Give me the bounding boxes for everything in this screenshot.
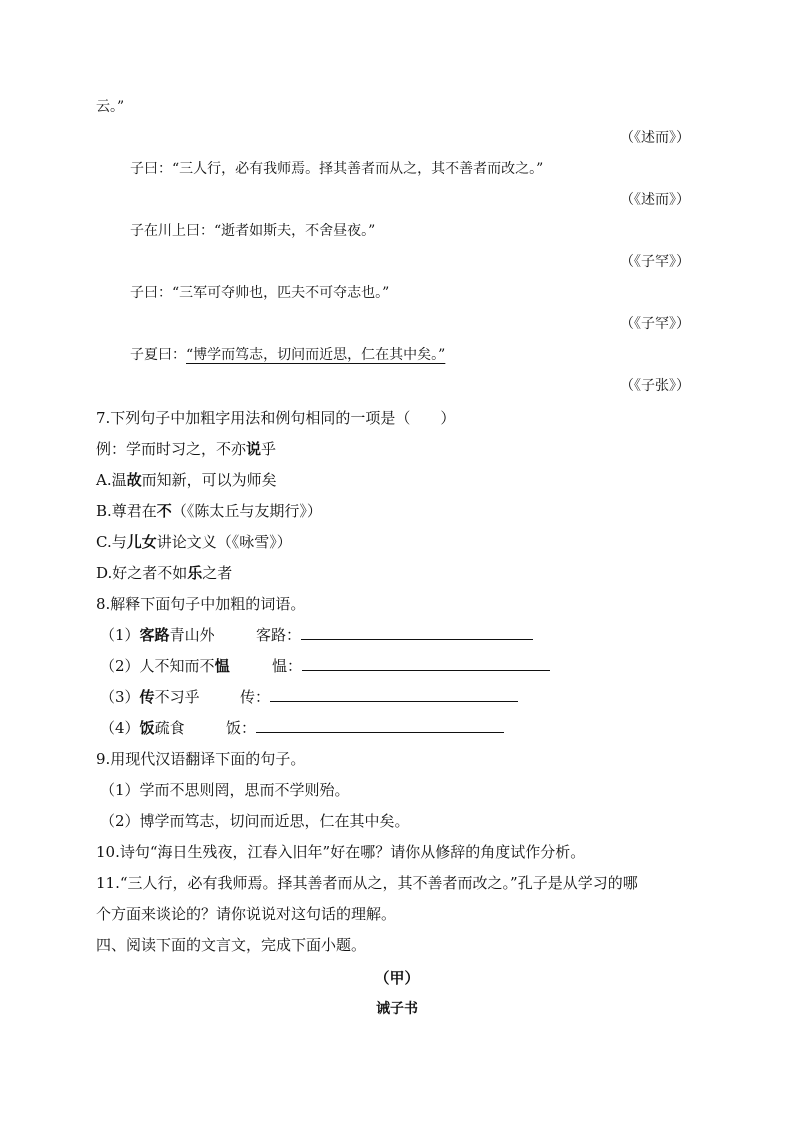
q8-answer-label: 饭： [226, 719, 257, 737]
q7-option-d-pre: D.好之者不如 [96, 564, 188, 582]
q7-option-d [96, 563, 232, 583]
q8-item-num: （2） [100, 657, 140, 675]
q8-item-bold: 客路 [139, 626, 170, 644]
q8-item-rest: 青山外 [169, 626, 215, 644]
quote-zixia-prefix: 子夏曰： [130, 347, 186, 363]
answer-blank[interactable] [256, 718, 504, 733]
q7-option-a-pre: A.温 [96, 471, 127, 489]
q7-option-d-post: 之者 [202, 564, 233, 582]
q8-answer-label: 传： [240, 688, 271, 706]
source-citation: （《子张》） [620, 378, 690, 394]
q11-line-1: 11.“三人行，必有我师焉。择其善者而从之，其不善者而改之。”孔子是从学习的哪 [96, 874, 638, 892]
q7-option-d-bold: 乐 [187, 564, 203, 582]
q8-item-3 [100, 687, 200, 707]
q7-example-post: 乎 [261, 440, 277, 458]
q8-item-3-answer [240, 687, 518, 707]
quote-zixia-underlined: “博学而笃志，切问而近思，仁在其中矣。” [186, 347, 446, 363]
q8-answer-label: 愠： [272, 657, 303, 675]
q8-item-2 [100, 656, 230, 676]
source-citation: （《述而》） [620, 130, 690, 146]
q8-item-bold: 饭 [139, 719, 155, 737]
q9-stem: 9.用现代汉语翻译下面的句子。 [96, 750, 306, 768]
quote-zixia [130, 345, 445, 365]
q7-option-a [96, 470, 277, 490]
q11-line-2: 个方面来谈论的？请你说说对这句话的理解。 [96, 905, 397, 923]
q9-sentence-2: （2）博学而笃志，切问而近思，仁在其中矣。 [100, 812, 410, 830]
q7-option-b-post: （《陈太丘与友期行》） [171, 502, 322, 520]
q7-option-c [96, 532, 292, 552]
q7-option-c-pre: C.与 [96, 533, 127, 551]
q7-option-a-post: 而知新，可以为师矣 [141, 471, 277, 489]
q8-item-bold: 愠 [214, 657, 230, 675]
q7-option-c-post: 讲论文义（《咏雪》） [156, 533, 292, 551]
answer-blank[interactable] [301, 625, 533, 640]
q8-stem: 8.解释下面句子中加粗的词语。 [96, 595, 306, 613]
q8-item-bold: 传 [139, 688, 155, 706]
quote-chuan: 子在川上曰：“逝者如斯夫，不舍昼夜。” [130, 223, 376, 239]
q8-item-1-answer [256, 625, 533, 645]
q7-stem: 7.下列句子中加粗字用法和例句相同的一项是（ ） [96, 409, 456, 427]
q8-item-4-answer [226, 718, 504, 738]
q7-example-pre: 例：学而时习之，不亦 [96, 440, 247, 458]
q7-option-a-bold: 故 [126, 471, 142, 489]
q9-sentence-1: （1）学而不思则罔，思而不学则殆。 [100, 781, 350, 799]
q8-item-2-answer [272, 656, 550, 676]
q8-item-4 [100, 718, 185, 738]
section-4-heading: 四、阅读下面的文言文，完成下面小题。 [96, 936, 367, 954]
source-citation: （《子罕》） [620, 316, 690, 332]
q7-option-b [96, 501, 322, 521]
q8-answer-label: 客路： [256, 626, 302, 644]
source-citation: （《子罕》） [620, 254, 690, 270]
q8-item-1 [100, 625, 215, 645]
passage-title: 诫子书 [376, 1001, 418, 1017]
q8-item-rest: 疏食 [154, 719, 185, 737]
q8-item-rest: 不习乎 [154, 688, 200, 706]
quote-sanren: 子曰：“三人行，必有我师焉。择其善者而从之，其不善者而改之。” [130, 161, 544, 177]
q7-option-b-pre: B.尊君在 [96, 502, 157, 520]
q8-item-pre: 人不知而不 [139, 657, 215, 675]
q8-item-num: （1） [100, 626, 140, 644]
source-citation: （《述而》） [620, 192, 690, 208]
answer-blank[interactable] [270, 687, 518, 702]
quote-sanjun: 子曰：“三军可夺帅也，匹夫不可夺志也。” [130, 285, 390, 301]
q7-option-c-bold: 儿女 [126, 533, 157, 551]
q10-stem: 10.诗句“海日生残夜，江春入旧年”好在哪？请你从修辞的角度试作分析。 [96, 843, 586, 861]
q7-example [96, 439, 276, 459]
q8-item-num: （3） [100, 688, 140, 706]
passage-line-yun: 云。” [96, 99, 125, 115]
answer-blank[interactable] [302, 656, 550, 671]
q7-option-b-bold: 不 [156, 502, 172, 520]
q7-example-bold: 说 [246, 440, 262, 458]
passage-label-jia: （甲） [374, 969, 420, 987]
q8-item-num: （4） [100, 719, 140, 737]
